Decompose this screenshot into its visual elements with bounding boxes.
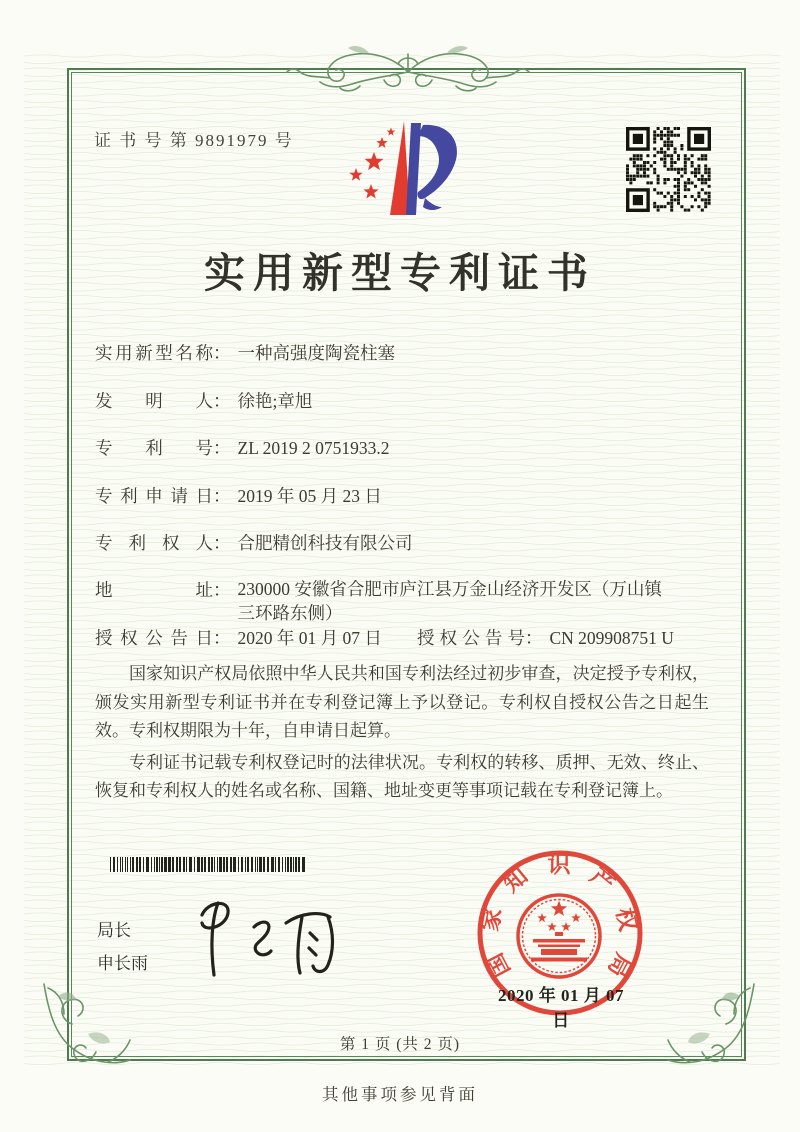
field-value: 230000 安徽省合肥市庐江县万金山经济开发区（万山镇三环路东侧） [237, 579, 662, 623]
signature-icon [188, 885, 343, 985]
field-label: 授权公告日 [95, 628, 213, 648]
field-label: 发明人 [95, 391, 213, 411]
field-value: 徐艳;章旭 [237, 391, 313, 411]
director-name: 申长雨 [97, 954, 148, 973]
svg-text:产: 产 [585, 863, 620, 897]
colon: ： [213, 580, 231, 600]
barcode-icon [110, 857, 306, 872]
colon: ： [213, 391, 231, 411]
svg-text:局: 局 [603, 949, 636, 982]
svg-text:识: 识 [547, 852, 571, 877]
legal-paragraph-2: 专利证书记载专利权登记时的法律状况。专利权的转移、质押、无效、终止、恢复和专利权人的姓名或名称、国籍、地址变更等事项记载在专利登记簿上。 [95, 752, 709, 800]
field-row-patentee [95, 530, 413, 555]
seal-ring-text [476, 852, 642, 981]
colon: ： [525, 628, 543, 648]
colon: ： [213, 628, 231, 648]
flourish-ornament-icon [286, 42, 530, 96]
svg-text:国: 国 [482, 949, 515, 982]
field-row-address [95, 577, 678, 625]
flourish-ornament-icon [38, 978, 134, 1074]
field-value: CN 209908751 U [549, 628, 674, 648]
field-row-grant-date [95, 625, 382, 650]
svg-text:家: 家 [477, 905, 507, 934]
colon: ： [213, 486, 231, 506]
qr-code-icon [626, 127, 711, 212]
colon: ： [213, 533, 231, 553]
field-value: ZL 2019 2 0751933.2 [237, 438, 390, 458]
field-row-grant-number [417, 625, 674, 650]
director-title: 局长 [97, 921, 131, 940]
field-row-patent-no [95, 435, 389, 460]
director-block [97, 914, 148, 980]
field-row-inventor [95, 388, 312, 413]
colon: ： [213, 438, 231, 458]
field-label: 专利申请日 [95, 486, 213, 506]
legal-paragraph-1: 国家知识产权局依照中华人民共和国专利法经过初步审查，决定授予专利权，颁发实用新型专利证书并在专利登记簿上予以登记。专利权自授权公告之日起生效。专利权期限为十年，自申请日起算。 [95, 664, 709, 740]
field-row-filing-date [95, 483, 382, 508]
national-emblem-icon [518, 895, 600, 977]
flourish-ornament-icon [664, 978, 760, 1074]
certificate-number: 证 书 号 第 9891979 号 [94, 131, 294, 150]
field-label: 地址 [95, 580, 213, 600]
page-number: 第 1 页 (共 2 页) [339, 1036, 461, 1053]
field-label: 授权公告号 [417, 628, 525, 648]
seal-date: 2020 年 01 月 07 日 [498, 986, 624, 1030]
legal-text [95, 660, 709, 806]
field-label: 专利权人 [95, 533, 213, 553]
field-value: 2020 年 01 月 07 日 [237, 628, 382, 648]
field-label: 专利号 [95, 438, 213, 458]
colon: ： [213, 343, 231, 363]
cnipa-logo-icon [344, 119, 466, 219]
field-value: 合肥精创科技有限公司 [237, 533, 413, 553]
back-note: 其他事项参见背面 [322, 1085, 478, 1104]
field-value: 2019 年 05 月 23 日 [237, 486, 382, 506]
field-label: 实用新型名称 [95, 343, 213, 363]
svg-text:知: 知 [498, 863, 533, 897]
field-row-name [95, 340, 395, 365]
certificate-title: 实用新型专利证书 [204, 250, 596, 296]
svg-text:权: 权 [611, 905, 641, 934]
field-value: 一种高强度陶瓷柱塞 [237, 343, 395, 363]
